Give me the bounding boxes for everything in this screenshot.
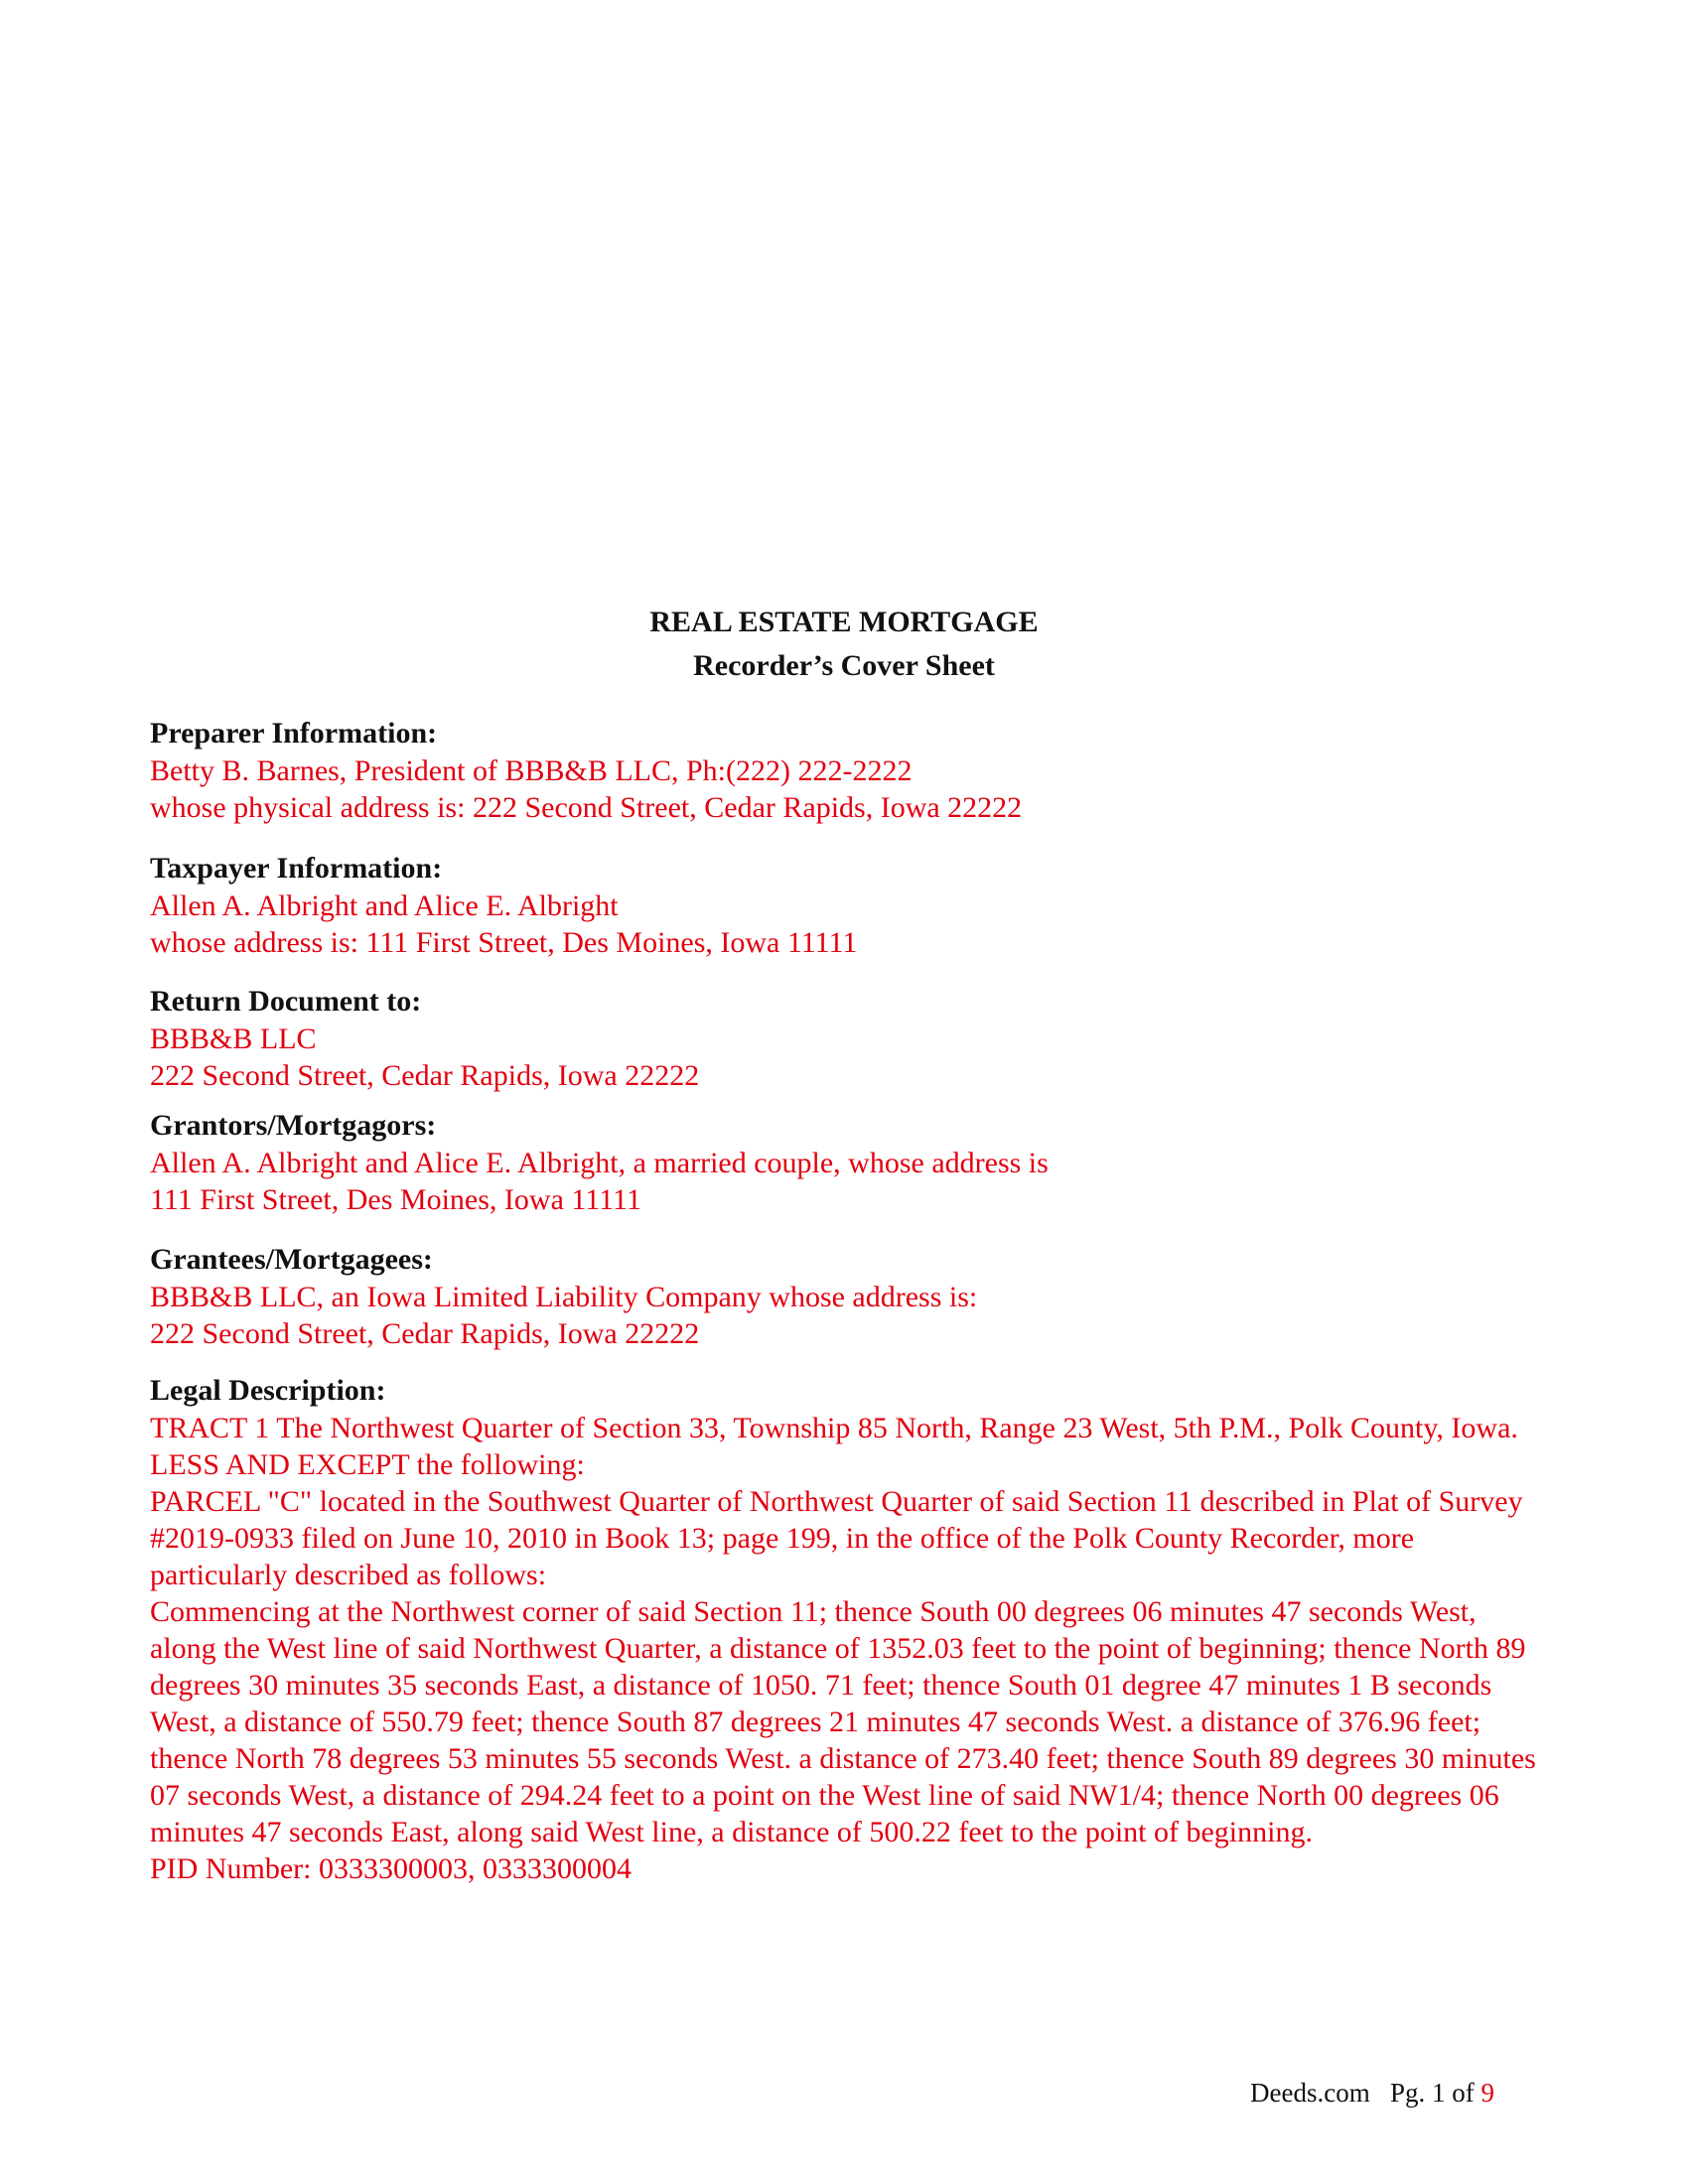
document-title: REAL ESTATE MORTGAGE <box>649 606 1039 638</box>
title-block <box>0 601 1688 688</box>
preparer-line: Betty B. Barnes, President of BBB&B LLC, Ph:(222) 222-2222 <box>150 754 913 787</box>
return-to-heading: Return Document to: <box>150 985 422 1018</box>
return-to-line: 222 Second Street, Cedar Rapids, Iowa 22222 <box>150 1059 700 1092</box>
return-to-line: BBB&B LLC <box>150 1023 317 1055</box>
taxpayer-heading: Taxpayer Information: <box>150 852 443 885</box>
grantees-line: BBB&B LLC, an Iowa Limited Liability Company whose address is: <box>150 1281 978 1313</box>
grantors-section <box>150 1107 1049 1218</box>
footer-site: Deeds.com <box>1250 2078 1370 2108</box>
grantees-heading: Grantees/Mortgagees: <box>150 1243 433 1276</box>
preparer-section <box>150 715 1022 826</box>
preparer-line: whose physical address is: 222 Second Street, Cedar Rapids, Iowa 22222 <box>150 791 1023 824</box>
taxpayer-line: whose address is: 111 First Street, Des Moines, Iowa 11111 <box>150 926 858 959</box>
grantors-heading: Grantors/Mortgagors: <box>150 1109 437 1142</box>
legal-paragraph: Commencing at the Northwest corner of said Section 11; thence South 00 degrees 06 minutes 47 seconds West, along the West line of said Northwest Quarter, a distance of 1352.03 feet to the point of beginning; thence North 89 degrees 30 minutes 35 seconds East, a distance of 1050. 71 feet; thence South 01 degree 47 minutes 1 B seconds West, a distance of 550.79 feet; thence South 87 degrees 21 minutes 47 seconds West. a distance of 376.96 feet; thence North 78 degrees 53 minutes 55 seconds West. a distance of 273.40 feet; thence South 89 degrees 30 minutes 07 seconds West, a distance of 294.24 feet to a point on the West line of said NW1/4; thence North 00 degrees 06 minutes 47 seconds East, along said West line, a distance of 500.22 feet to the point of beginning. <box>150 1595 1536 1848</box>
grantees-line: 222 Second Street, Cedar Rapids, Iowa 22222 <box>150 1317 700 1350</box>
legal-description-section <box>150 1372 1540 1887</box>
taxpayer-section <box>150 850 857 961</box>
return-to-section <box>150 983 699 1094</box>
legal-paragraph: PARCEL "C" located in the Southwest Quarter of Northwest Quarter of said Section 11 described in Plat of Survey #2019-0933 filed on June 10, 2010 in Book 13; page 199, in the office of the Polk County Recorder, more particularly described as follows: <box>150 1485 1523 1591</box>
footer-total-pages: 9 <box>1480 2078 1494 2108</box>
grantors-line: 111 First Street, Des Moines, Iowa 11111 <box>150 1183 641 1216</box>
legal-paragraph: TRACT 1 The Northwest Quarter of Section 33, Township 85 North, Range 23 West, 5th P.M., Polk County, Iowa. LESS AND EXCEPT the following: <box>150 1412 1518 1481</box>
preparer-heading: Preparer Information: <box>150 717 438 750</box>
document-subtitle: Recorder’s Cover Sheet <box>693 649 995 682</box>
page-footer <box>1250 2078 1494 2109</box>
legal-description-heading: Legal Description: <box>150 1374 386 1407</box>
grantees-section <box>150 1241 977 1352</box>
taxpayer-line: Allen A. Albright and Alice E. Albright <box>150 889 619 922</box>
footer-page-label: Pg. 1 of <box>1389 2078 1475 2108</box>
pid-number: PID Number: 0333300003, 0333300004 <box>150 1852 632 1885</box>
grantors-line: Allen A. Albright and Alice E. Albright, a married couple, whose address is <box>150 1147 1049 1179</box>
